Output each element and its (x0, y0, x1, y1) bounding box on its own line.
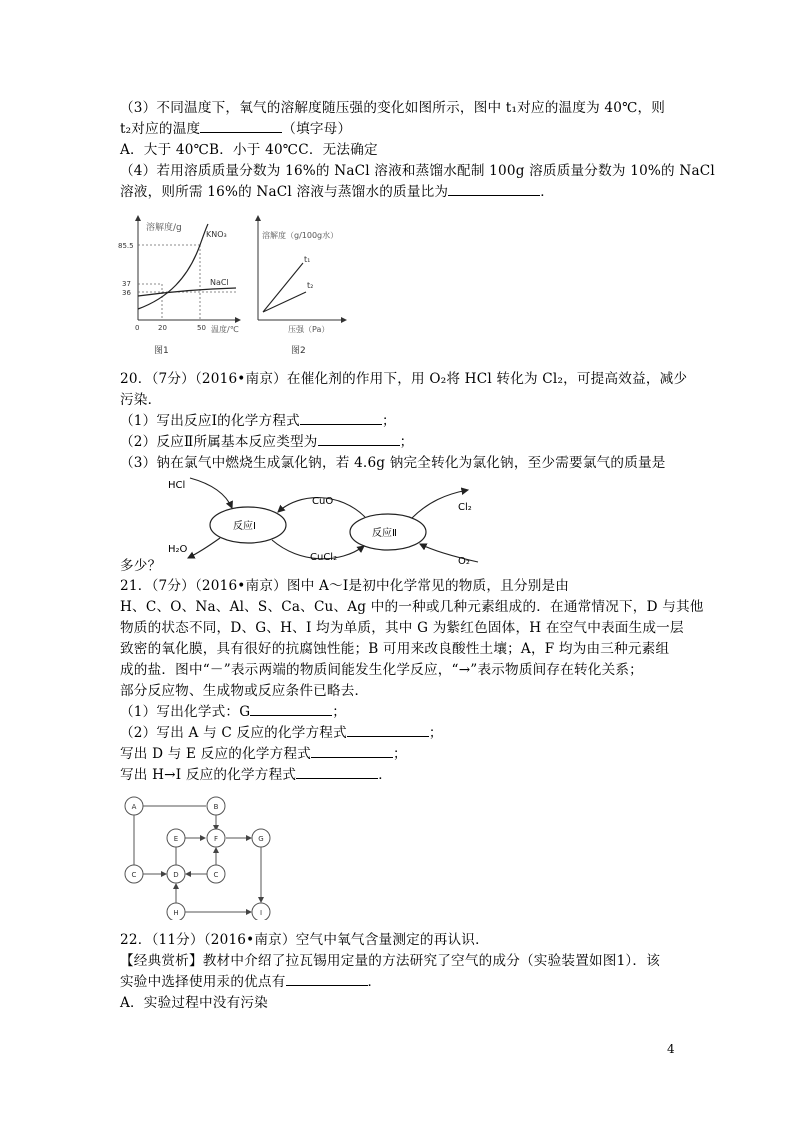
cuo-label: CuO (312, 496, 334, 507)
fig1-ylabel: 溶解度/g (146, 223, 182, 233)
o2-label: O₂ (458, 556, 470, 566)
node-a-label: A (131, 803, 137, 811)
node-b-label: B (213, 803, 219, 811)
node-g-label: G (258, 835, 264, 843)
fig2-t2-line (263, 292, 306, 312)
answer-blank[interactable] (296, 765, 378, 779)
figure-2-chart (258, 216, 346, 356)
node-f-label: F (213, 835, 219, 843)
fig2-t1-line (263, 263, 303, 312)
q21-line4: 致密的氧化膜，具有很好的抗腐蚀性能；B 可用来改良酸性土壤；A，F 均为由三种元素组 (120, 641, 670, 657)
cucl2-label: CuCl₂ (310, 552, 338, 563)
q20-s3: （3）钠在氯气中燃烧生成氯化钠，若 4.6g 钠完全转化为氯化钠，至少需要氯气的质量是 (120, 455, 666, 471)
q21-line6: 部分反应物、生成物或反应条件已略去． (120, 683, 369, 699)
node-i-label: I (259, 909, 263, 917)
answer-blank[interactable] (347, 723, 429, 737)
q19-p3-line1: （3）不同温度下，氧气的溶解度随压强的变化如图所示，图中 t₁对应的温度为 40℃，则 (120, 100, 666, 116)
q20-s2: （2）反应Ⅱ所属基本反应类型为 ； (120, 434, 414, 450)
answer-blank[interactable] (300, 411, 382, 425)
node-c-right-label: C (213, 871, 219, 879)
fig2-caption: 图2 (291, 346, 306, 356)
fig1-ytick: 36 (122, 289, 131, 297)
node-h-label: H (173, 909, 179, 917)
q21-s4: 写出 H→I 反应的化学方程式 ． (120, 767, 392, 783)
fig1-xtick: 0 (135, 324, 140, 332)
q22-line3: 实验中选择使用汞的优点有 ． (120, 974, 382, 990)
reaction-2-label: 反应Ⅱ (372, 528, 397, 539)
q21-line3: 物质的状态不同，D、G、H、I 均为单质，其中 G 为紫红色固体，H 在空气中表面生成一层 (120, 620, 684, 636)
q21-s2: （2）写出 A 与 C 反应的化学方程式 ； (120, 725, 443, 741)
q21-line5: 成的盐．图中“－”表示两端的物质间能发生化学反应，“→”表示物质间存在转化关系； (120, 662, 643, 678)
figures-1-2 (118, 208, 348, 358)
q19-p3-options: A．大于 40℃B．小于 40℃C．无法确定 (120, 142, 378, 158)
answer-blank[interactable] (250, 702, 332, 716)
q21-s3: 写出 D 与 E 反应的化学方程式 ； (120, 746, 407, 762)
node-c-label: C (131, 871, 137, 879)
fig2-t2-label: t₂ (307, 281, 314, 290)
substance-relation-diagram (118, 788, 278, 920)
h2o-label: H₂O (168, 544, 188, 555)
hcl-label: HCl (168, 480, 186, 491)
fig1-caption: 图1 (154, 346, 169, 356)
q19-p4-line1: （4）若用溶质质量分数为 16%的 NaCl 溶液和蒸馏水配制 100g 溶质质量分数为 10%的 NaCl (120, 163, 715, 179)
q21-line1: 21．（7分）（2016•南京）图中 A～I是初中化学常见的物质，且分别是由 (120, 578, 570, 594)
fig1-ytick: 37 (122, 280, 131, 288)
q22-line1: 22．（11分）（2016•南京）空气中氧气含量测定的再认识． (120, 932, 489, 948)
fig1-xtick: 50 (197, 324, 206, 332)
fig1-ytick: 85.5 (118, 242, 134, 250)
answer-blank[interactable] (318, 432, 400, 446)
q20-line2: 污染． (120, 392, 162, 408)
fig1-xtick: 20 (158, 324, 167, 332)
answer-blank[interactable] (311, 744, 393, 758)
reaction-1-label: 反应Ⅰ (233, 521, 256, 532)
node-d-label: D (173, 871, 179, 879)
answer-blank[interactable] (286, 972, 368, 986)
q20-s3-cont: 多少？ (120, 558, 162, 574)
figure-1-chart (118, 216, 240, 356)
q19-p3-line2: t₂对应的温度 （填字母） (120, 121, 352, 137)
fig1-kno3-label: KNO₃ (206, 230, 227, 239)
q21-line2: H、C、O、Na、Al、S、Ca、Cu、Ag 中的一种或几种元素组成的．在通常情况下，D 与其他 (120, 599, 704, 615)
fig2-xlabel: 压强（Pa） (288, 325, 330, 334)
fig1-kno3-curve (138, 224, 208, 309)
fig2-t1-label: t₁ (304, 255, 311, 264)
fig2-ylabel: 溶解度（g/100g水） (262, 231, 339, 240)
q22-line2: 【经典赏析】教材中介绍了拉瓦锡用定量的方法研究了空气的成分（实验装置如图1）．该 (120, 953, 661, 969)
answer-blank[interactable] (448, 182, 540, 196)
fig1-xlabel: 温度/℃ (211, 325, 239, 334)
node-e-label: E (173, 835, 179, 843)
fig1-nacl-label: NaCl (210, 278, 229, 287)
page-number: 4 (667, 1042, 675, 1056)
cl2-label: Cl₂ (458, 502, 472, 513)
q19-p4-line2: 溶液，则所需 16%的 NaCl 溶液与蒸馏水的质量比为 ． (120, 184, 555, 200)
q22-opt-a: A．实验过程中没有污染 (120, 995, 268, 1011)
q20-line1: 20．（7分）（2016•南京）在催化剂的作用下，用 O₂将 HCl 转化为 Cl₂，可提高效益，减少 (120, 371, 688, 387)
reaction-cycle-diagram (160, 474, 500, 566)
q20-s1: （1）写出反应Ⅰ的化学方程式 ； (120, 413, 396, 429)
answer-blank[interactable] (200, 119, 282, 133)
q21-s1: （1）写出化学式：G ； (120, 704, 347, 720)
